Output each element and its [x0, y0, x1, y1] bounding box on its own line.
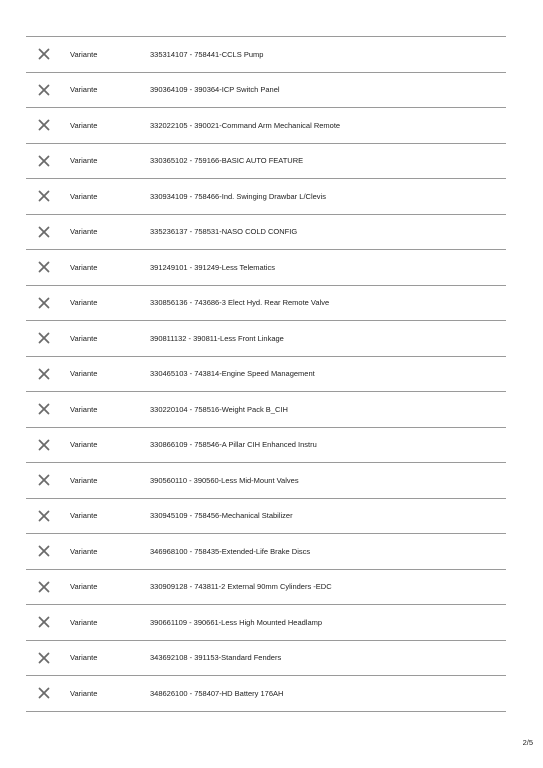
table-row: [26, 357, 506, 393]
close-icon: [38, 48, 50, 60]
close-icon: [38, 652, 50, 664]
row-type: Variante: [70, 369, 98, 379]
table-row: [26, 73, 506, 109]
row-description: 391249101 - 391249-Less Telematics: [150, 262, 275, 272]
close-icon: [38, 403, 50, 415]
row-type: Variante: [70, 262, 98, 272]
row-description: 330220104 - 758516-Weight Pack B_CIH: [150, 404, 288, 414]
table-row: [26, 499, 506, 535]
variant-table: [26, 36, 506, 712]
table-row: [26, 641, 506, 677]
row-type: Variante: [70, 298, 98, 308]
table-row: [26, 676, 506, 712]
row-type: Variante: [70, 475, 98, 485]
table-row: [26, 605, 506, 641]
close-icon: [38, 155, 50, 167]
table-row: [26, 108, 506, 144]
table-row: [26, 215, 506, 251]
row-description: 330465103 - 743814-Engine Speed Management: [150, 369, 315, 379]
close-icon: [38, 261, 50, 273]
close-icon: [38, 510, 50, 522]
row-description: 346968100 - 758435-Extended-Life Brake Discs: [150, 546, 311, 556]
close-icon: [38, 84, 50, 96]
row-description: 348626100 - 758407-HD Battery 176AH: [150, 688, 284, 698]
close-icon: [38, 687, 50, 699]
row-type: Variante: [70, 440, 98, 450]
table-row: [26, 179, 506, 215]
close-icon: [38, 616, 50, 628]
row-type: Variante: [70, 404, 98, 414]
close-icon: [38, 119, 50, 131]
row-type: Variante: [70, 546, 98, 556]
row-description: 390364109 - 390364-ICP Switch Panel: [150, 85, 280, 95]
row-type: Variante: [70, 120, 98, 130]
row-type: Variante: [70, 333, 98, 343]
table-row: [26, 392, 506, 428]
table-row: [26, 37, 506, 73]
close-icon: [38, 226, 50, 238]
close-icon: [38, 368, 50, 380]
table-row: [26, 428, 506, 464]
close-icon: [38, 332, 50, 344]
row-description: 330945109 - 758456-Mechanical Stabilizer: [150, 511, 293, 521]
table-row: [26, 286, 506, 322]
row-description: 335314107 - 758441-CCLS Pump: [150, 49, 264, 59]
table-row: [26, 570, 506, 606]
row-description: 332022105 - 390021-Command Arm Mechanical Remote: [150, 120, 341, 130]
row-type: Variante: [70, 688, 98, 698]
table-row: [26, 250, 506, 286]
row-description: 390661109 - 390661-Less High Mounted Headlamp: [150, 617, 323, 627]
table-row: [26, 463, 506, 499]
row-type: Variante: [70, 617, 98, 627]
row-type: Variante: [70, 49, 98, 59]
row-type: Variante: [70, 156, 98, 166]
row-description: 330365102 - 759166-BASIC AUTO FEATURE: [150, 156, 304, 166]
close-icon: [38, 545, 50, 557]
row-type: Variante: [70, 227, 98, 237]
close-icon: [38, 297, 50, 309]
row-type: Variante: [70, 653, 98, 663]
page-number: 2/5: [522, 738, 533, 747]
close-icon: [38, 190, 50, 202]
close-icon: [38, 581, 50, 593]
close-icon: [38, 439, 50, 451]
row-description: 330856136 - 743686-3 Elect Hyd. Rear Remote Valve: [150, 298, 330, 308]
row-description: 330909128 - 743811-2 External 90mm Cylinders -EDC: [150, 582, 332, 592]
row-type: Variante: [70, 85, 98, 95]
table-row: [26, 321, 506, 357]
row-type: Variante: [70, 511, 98, 521]
row-description: 390560110 - 390560-Less Mid-Mount Valves: [150, 475, 299, 485]
close-icon: [38, 474, 50, 486]
row-type: Variante: [70, 582, 98, 592]
row-type: Variante: [70, 191, 98, 201]
row-description: 330934109 - 758466-Ind. Swinging Drawbar L/Clevis: [150, 191, 326, 201]
row-description: 330866109 - 758546-A Pillar CIH Enhanced Instru: [150, 440, 317, 450]
row-description: 335236137 - 758531-NASO COLD CONFIG: [150, 227, 298, 237]
row-description: 343692108 - 391153-Standard Fenders: [150, 653, 282, 663]
table-row: [26, 534, 506, 570]
table-row: [26, 144, 506, 180]
row-description: 390811132 - 390811-Less Front Linkage: [150, 333, 284, 343]
